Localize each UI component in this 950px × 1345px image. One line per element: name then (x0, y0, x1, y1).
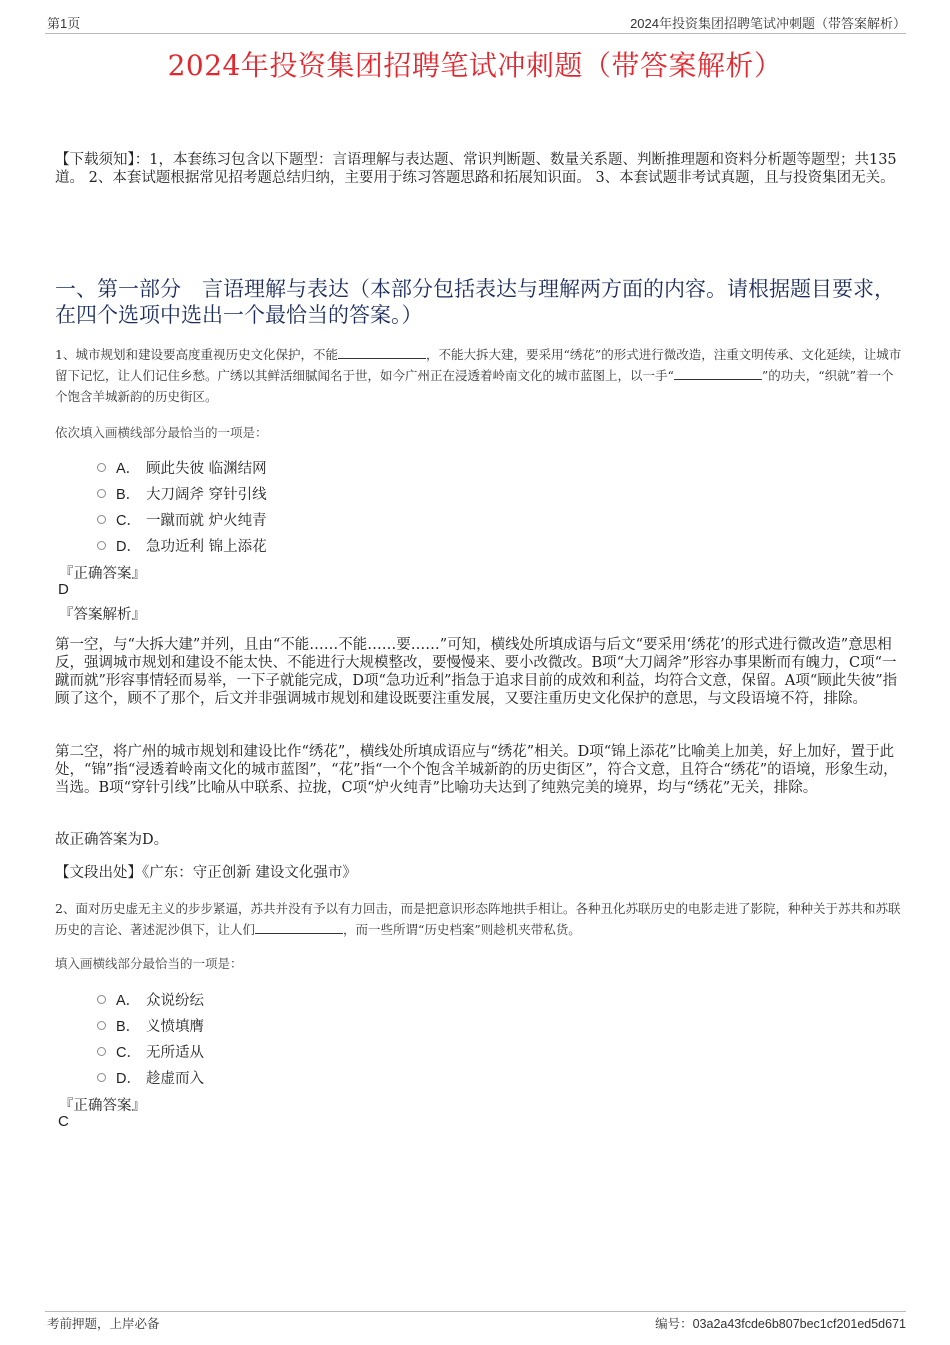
radio-icon[interactable] (97, 1073, 106, 1082)
footer-code: 编号：03a2a43fcde6b807bec1cf201ed5d671 (655, 1316, 906, 1331)
question-2-option-b[interactable]: B． 义愤填膺 (97, 1015, 204, 1036)
question-2-option-a[interactable]: A． 众说纷纭 (97, 989, 204, 1010)
analysis-paragraph-1: 第一空，与“大拆大建”并列，且由“不能……不能……要……”可知，横线处所填成语与后文“要采用‘绣花’的形式进行微改造”意思相反，强调城市规划和建设不能太快、不能进行大规模整改，要慢慢来、要小改微改。B项“大刀阔斧”形容办事果断而有魄力，C项“一蹴而就”形容事情轻而易举，一下子就能完成，D项“急功近利”指急于追求目前的成效和利益，均符合文意，保留。A项“顾此失彼”指顾了这个，顾不了那个，后文并非强调城市规划和建设既要注重发展，又要注重历史文化保护的意思，与文段语境不符，排除。 (55, 637, 898, 707)
radio-icon[interactable] (97, 1021, 106, 1030)
download-notice: 【下载须知】：1，本套练习包含以下题型：言语理解与表达题、常识判断题、数量关系题、判断推理题和资料分析题等题型；共135道。 2、本套试题根据常见招考题总结归纳，主要用于练习答题思路和拓展知识面。 3、本套试题非考试真题，且与投资集团无关。 (55, 152, 897, 186)
blank-line (674, 367, 762, 380)
question-1-option-b[interactable]: B． 大刀阔斧 穿针引线 (97, 483, 267, 504)
question-2-stem: 2、面对历史虚无主义的步步紧逼，苏共并没有予以有力回击，而是把意识形态阵地拱手相让。各种丑化苏联历史的电影走进了影院，种种关于苏共和苏联历史的言论、著述泥沙俱下，让人们 ，而一些所谓“历史档案”则趁机夹带私货。 (55, 901, 901, 937)
blank-line (338, 346, 426, 359)
question-2-option-d[interactable]: D． 趁虚而入 (97, 1067, 204, 1088)
footer-slogan: 考前押题，上岸必备 (47, 1316, 160, 1331)
radio-icon[interactable] (97, 1047, 106, 1056)
correct-answer-label: 『正确答案』 (59, 566, 146, 582)
question-2-option-c[interactable]: C． 无所适从 (97, 1041, 204, 1062)
correct-answer: D (58, 581, 69, 598)
radio-icon[interactable] (97, 463, 106, 472)
question-1-option-c[interactable]: C． 一蹴而就 炉火纯青 (97, 509, 267, 530)
correct-answer-label: 『正确答案』 (59, 1098, 146, 1114)
radio-icon[interactable] (97, 515, 106, 524)
header-divider (45, 33, 906, 34)
question-1-stem: 1、城市规划和建设要高度重视历史文化保护，不能 ，不能大拆大建，要采用“绣花”的形式进行微改造，注重文明传承、文化延续，让城市留下记忆，让人们记住乡愁。广绣以其鲜活细腻闻名于世，如今广州正在浸透着岭南文化的城市蓝图上，以一手“ ”的功夫，“织就”着一个个饱含羊城新韵的历史街区。 (55, 347, 902, 404)
question-1-option-a[interactable]: A． 顾此失彼 临渊结网 (97, 457, 267, 478)
question-2-prompt: 填入画横线部分最恰当的一项是： (55, 956, 243, 971)
document-title: 2024年投资集团招聘笔试冲刺题（带答案解析） (167, 49, 783, 82)
source-citation: 【文段出处】《广东：守正创新 建设文化强市》 (55, 865, 357, 881)
question-1-option-d[interactable]: D． 急功近利 锦上添花 (97, 535, 267, 556)
analysis-conclusion: 故正确答案为D。 (55, 832, 169, 848)
analysis-paragraph-2: 第二空，将广州的城市规划和建设比作“绣花”，横线处所填成语应与“绣花”相关。D项“锦上添花”比喻美上加美，好上加好，置于此处，“锦”指“浸透着岭南文化的城市蓝图”，“花”指“一个个饱含羊城新韵的历史街区”，符合文意，且符合“绣花”的语境，形象生动，当选。B项“穿针引线”比喻从中联系、拉拢，C项“炉火纯青”比喻功夫达到了纯熟完美的境界，均与“绣花”无关，排除。 (55, 744, 898, 796)
analysis-label: 『答案解析』 (59, 607, 146, 623)
question-1-prompt: 依次填入画横线部分最恰当的一项是： (55, 425, 268, 440)
radio-icon[interactable] (97, 489, 106, 498)
header-doc-title: 2024年投资集团招聘笔试冲刺题（带答案解析） (630, 16, 906, 31)
radio-icon[interactable] (97, 541, 106, 550)
blank-line (255, 921, 343, 934)
correct-answer: C (58, 1113, 69, 1130)
page-number: 第1页 (47, 16, 81, 31)
radio-icon[interactable] (97, 995, 106, 1004)
footer-divider (45, 1311, 906, 1312)
section-title: 一、第一部分 言语理解与表达（本部分包括表达与理解两方面的内容。请根据题目要求，在四个选项中选出一个最恰当的答案。） (55, 277, 895, 327)
